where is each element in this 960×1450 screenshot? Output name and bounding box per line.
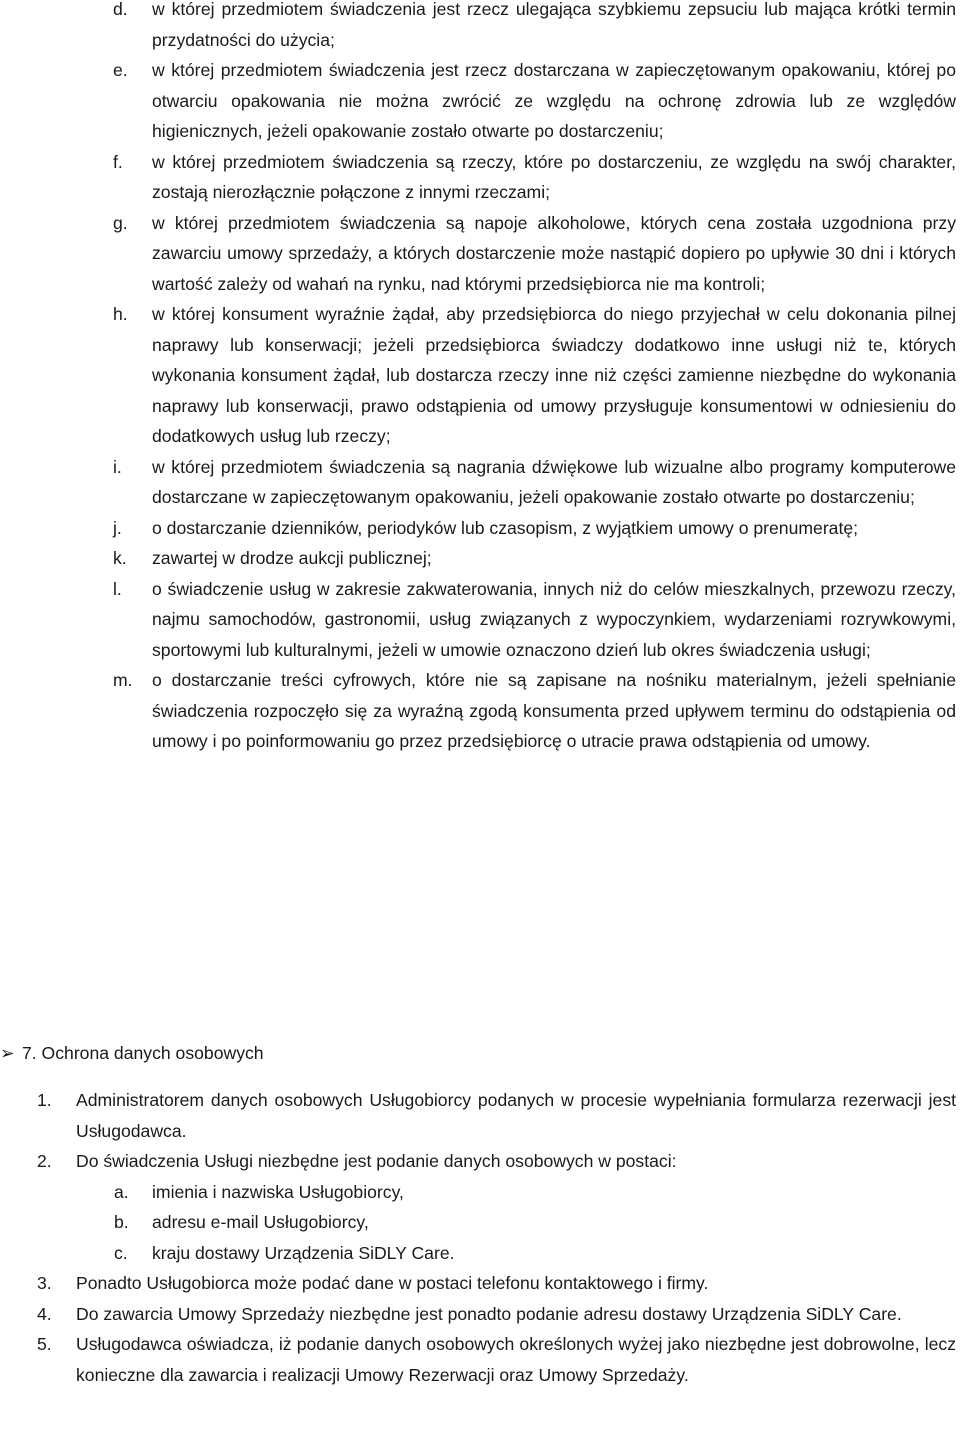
list-marker: 4. bbox=[37, 1303, 52, 1324]
section-heading bbox=[0, 1040, 264, 1066]
list-marker: d. bbox=[113, 0, 128, 19]
list-item-text: w której przedmiotem świadczenia są rzeczy, które po dostarczeniu, ze względu na swój charakter, zostają nierozłącznie połączone z innymi rzeczami; bbox=[152, 151, 956, 202]
sub-item-a bbox=[76, 1177, 956, 1208]
list-marker: j. bbox=[113, 517, 122, 538]
list-marker: f. bbox=[113, 151, 123, 172]
list-item-g bbox=[0, 208, 960, 300]
list-item-m bbox=[0, 665, 960, 757]
list-item-text: Administratorem danych osobowych Usługobiorcy podanych w procesie wypełniania formularza rezerwacji jest Usługodawca. bbox=[76, 1090, 956, 1141]
list-marker: a. bbox=[114, 1181, 129, 1202]
list-item-text: w której konsument wyraźnie żądał, aby przedsiębiorca do niego przyjechał w celu dokonania pilnej naprawy lub konserwacji; jeżeli przedsiębiorca świadczy dodatkowo inne usługi niż te, których wykonania konsument żądał, lub dostarcza rzeczy inne niż części zamienne niezbędne do wykonania naprawy lub konserwacji, prawo odstąpienia od umowy przysługuje konsumentowi w odniesieniu do dodatkowych usług lub rzeczy; bbox=[152, 304, 956, 446]
list-marker: 5. bbox=[37, 1334, 52, 1354]
list-item-k bbox=[0, 543, 960, 574]
list-item-text: w której przedmiotem świadczenia są nagrania dźwiękowe lub wizualne albo programy komputerowe dostarczane w zapieczętowanym opakowaniu, jeżeli opakowanie zostało otwarte po dostarczeniu; bbox=[152, 456, 956, 507]
list-item-text: o świadczenie usług w zakresie zakwaterowania, innych niż do celów mieszkalnych, przewozu rzeczy, najmu samochodów, gastronomii, usług związanych z wypoczynkiem, wydarzeniami rozrywkowymi, sportowymi lub kulturalnymi, jeżeli w umowie oznaczono dzień lub okres świadczenia usługi; bbox=[152, 578, 956, 660]
list-item-text: w której przedmiotem świadczenia jest rzecz dostarczana w zapieczętowanym opakowaniu, której po otwarciu opakowania nie można zwrócić ze względu na ochronę zdrowia lub ze względów higienicznych, jeżeli opakowanie zostało otwarte po dostarczeniu; bbox=[152, 60, 956, 141]
numbered-item-2 bbox=[0, 1146, 960, 1268]
list-marker: l. bbox=[113, 578, 122, 599]
list-marker: m. bbox=[113, 670, 133, 690]
list-item-l bbox=[0, 574, 960, 666]
data-protection-list bbox=[0, 1085, 960, 1390]
list-item-text: o dostarczanie dzienników, periodyków lub czasopism, z wyjątkiem umowy o prenumeratę; bbox=[152, 517, 859, 538]
list-item-text: w której przedmiotem świadczenia jest rzecz ulegająca szybkiemu zepsuciu lub mająca krótki termin przydatności do użycia; bbox=[152, 0, 956, 50]
list-item-text: Do zawarcia Umowy Sprzedaży niezbędne jest ponadto podanie adresu dostawy Urządzenia SiDLY Care. bbox=[76, 1303, 902, 1324]
list-marker: k. bbox=[113, 548, 127, 568]
sub-list bbox=[76, 1177, 956, 1269]
list-marker: 2. bbox=[37, 1151, 52, 1171]
list-item-text: kraju dostawy Urządzenia SiDLY Care. bbox=[152, 1242, 455, 1263]
list-item-i bbox=[0, 452, 960, 513]
list-item-d bbox=[0, 0, 960, 55]
section-heading-text: 7. Ochrona danych osobowych bbox=[22, 1043, 264, 1063]
sub-item-c bbox=[76, 1238, 956, 1269]
list-item-text: w której przedmiotem świadczenia są napoje alkoholowe, których cena została uzgodniona przy zawarciu umowy sprzedaży, a których dostarczenie może nastąpić dopiero po upływie 30 dni i których wartość zależy od wahań na rynku, nad którymi przedsiębiorca nie ma kontroli; bbox=[152, 212, 956, 294]
list-item-text: Do świadczenia Usługi niezbędne jest podanie danych osobowych w postaci: bbox=[76, 1151, 677, 1171]
list-marker: h. bbox=[113, 304, 128, 324]
numbered-item-4 bbox=[0, 1299, 960, 1330]
list-marker: 3. bbox=[37, 1273, 52, 1293]
arrow-bullet-icon: ➢ bbox=[0, 1043, 15, 1063]
list-item-f bbox=[0, 147, 960, 208]
list-item-text: zawartej w drodze aukcji publicznej; bbox=[152, 548, 432, 568]
sub-item-b bbox=[76, 1207, 956, 1238]
list-marker: e. bbox=[113, 60, 128, 80]
list-item-text: o dostarczanie treści cyfrowych, które nie są zapisane na nośniku materialnym, jeżeli spełnianie świadczenia rozpoczęło się za wyraźną zgodą konsumenta przed upływem terminu do odstąpienia od umowy i po poinformowaniu go przez przedsiębiorcę o utracie prawa odstąpienia od umowy. bbox=[152, 670, 956, 751]
numbered-item-1 bbox=[0, 1085, 960, 1146]
list-item-e bbox=[0, 55, 960, 147]
numbered-item-3 bbox=[0, 1268, 960, 1299]
list-item-text: Usługodawca oświadcza, iż podanie danych osobowych określonych wyżej jako niezbędne jest dobrowolne, lecz konieczne dla zawarcia i realizacji Umowy Rezerwacji oraz Umowy Sprzedaży. bbox=[76, 1334, 956, 1385]
list-item-text: adresu e-mail Usługobiorcy, bbox=[152, 1212, 369, 1232]
list-marker: i. bbox=[113, 456, 122, 477]
list-marker: g. bbox=[113, 212, 128, 233]
list-marker: 1. bbox=[37, 1090, 52, 1110]
list-marker: b. bbox=[114, 1212, 129, 1232]
list-item-text: Ponadto Usługobiorca może podać dane w postaci telefonu kontaktowego i firmy. bbox=[76, 1273, 709, 1293]
list-item-h bbox=[0, 299, 960, 452]
list-item-j bbox=[0, 513, 960, 544]
numbered-item-5 bbox=[0, 1329, 960, 1390]
list-marker: c. bbox=[114, 1242, 128, 1263]
list-item-text: imienia i nazwiska Usługobiorcy, bbox=[152, 1181, 404, 1202]
